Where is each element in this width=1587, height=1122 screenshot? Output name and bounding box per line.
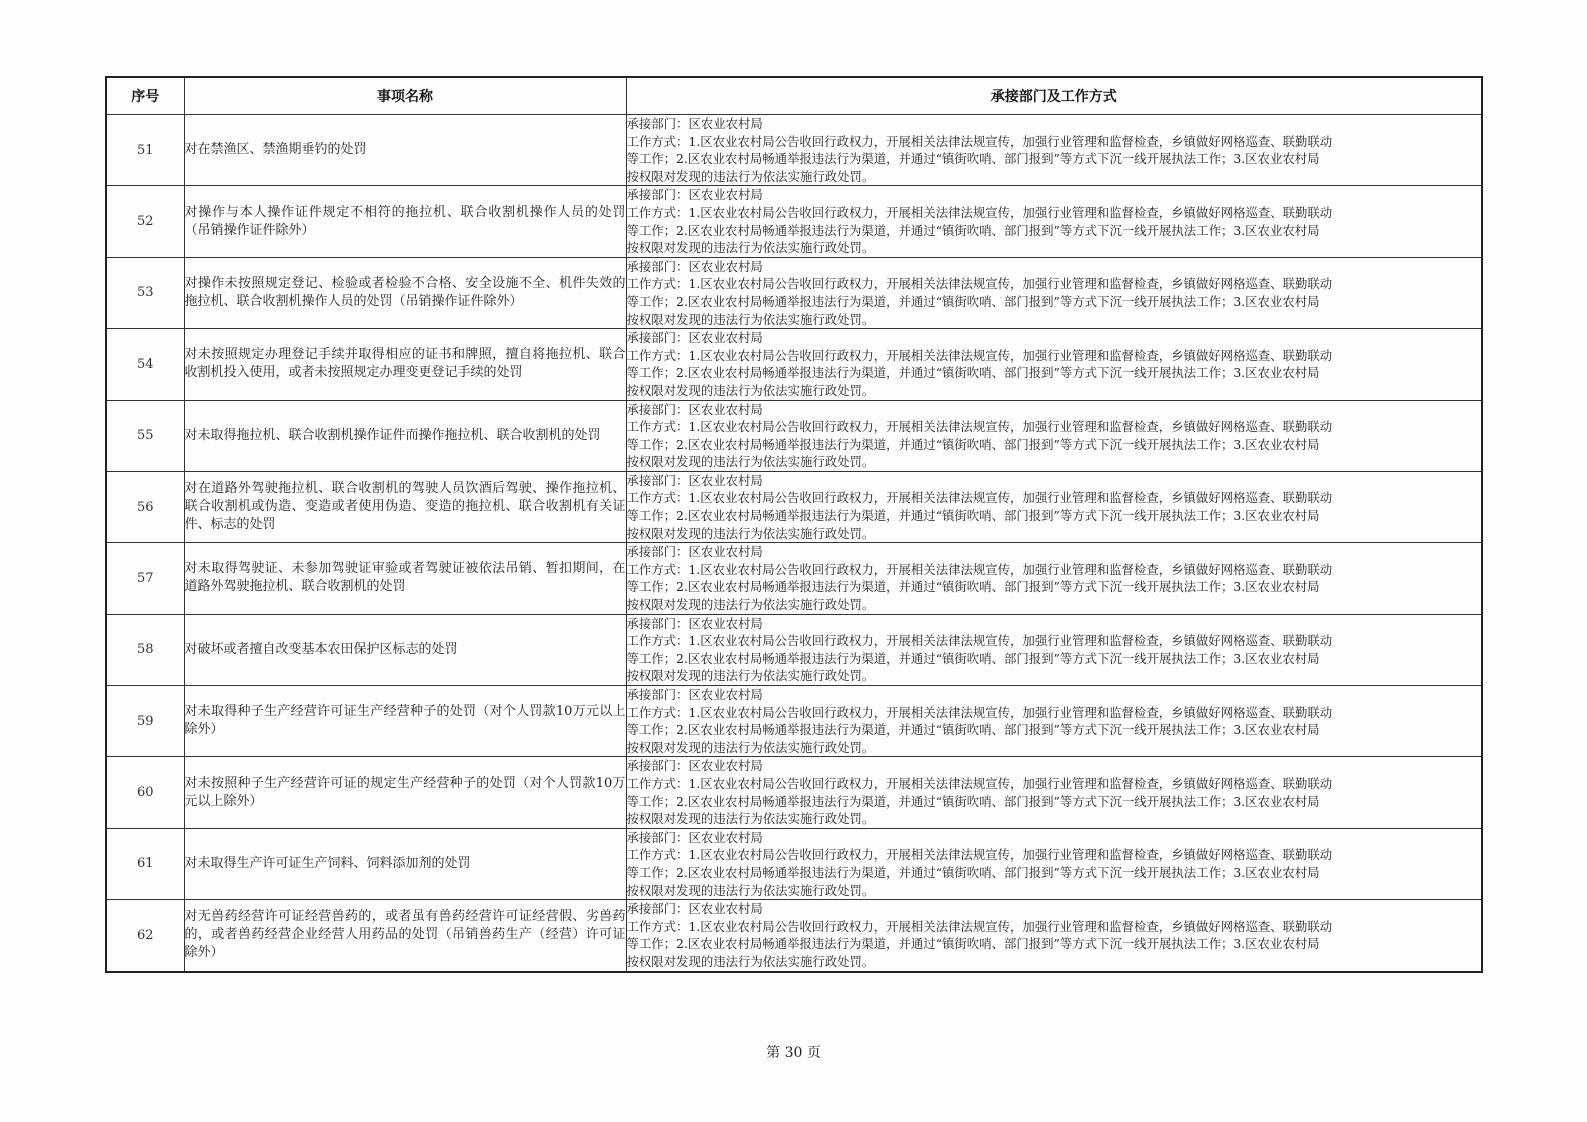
dept-line-method: 工作方式：1.区农业农村局公告收回行政权力，开展相关法律法规宣传，加强行业管理和监督检查，乡镇做好网格巡查、联勤联动 (626, 490, 1333, 506)
dept-line-department: 承接部门：区农业农村局 (626, 401, 763, 417)
dept-line-method: 等工作；2.区农业农村局畅通举报违法行为渠道，并通过“镇街吹哨、部门报到”等方式下沉一线开展执法工作；3.区农业农村局 (626, 508, 1320, 524)
dept-line-method: 等工作；2.区农业农村局畅通举报违法行为渠道，并通过“镇街吹哨、部门报到”等方式下沉一线开展执法工作；3.区农业农村局 (626, 151, 1320, 167)
dept-method (626, 828, 1482, 899)
dept-line-method: 等工作；2.区农业农村局畅通举报违法行为渠道，并通过“镇街吹哨、部门报到”等方式下沉一线开展执法工作；3.区农业农村局 (626, 936, 1320, 952)
dept-method (626, 186, 1482, 257)
dept-line-method: 工作方式：1.区农业农村局公告收回行政权力，开展相关法律法规宣传，加强行业管理和监督检查，乡镇做好网格巡查、联勤联动 (626, 918, 1333, 934)
row-number: 53 (106, 257, 184, 328)
item-name: 对破坏或者擅自改变基本农田保护区标志的处罚 (184, 614, 626, 685)
dept-line-method: 工作方式：1.区农业农村局公告收回行政权力，开展相关法律法规宣传，加强行业管理和监督检查，乡镇做好网格巡查、联勤联动 (626, 775, 1333, 791)
dept-method (626, 757, 1482, 828)
table-row (106, 257, 1482, 328)
dept-line-method: 等工作；2.区农业农村局畅通举报违法行为渠道，并通过“镇街吹哨、部门报到”等方式下沉一线开展执法工作；3.区农业农村局 (626, 579, 1320, 595)
dept-line-method: 按权限对发现的违法行为依法实施行政处罚。 (626, 525, 875, 541)
table-row (106, 828, 1482, 899)
dept-method (626, 614, 1482, 685)
dept-line-method: 工作方式：1.区农业农村局公告收回行政权力，开展相关法律法规宣传，加强行业管理和监督检查，乡镇做好网格巡查、联勤联动 (626, 704, 1333, 720)
dept-line-method: 工作方式：1.区农业农村局公告收回行政权力，开展相关法律法规宣传，加强行业管理和监督检查，乡镇做好网格巡查、联勤联动 (626, 419, 1333, 435)
table-row (106, 400, 1482, 471)
dept-line-department: 承接部门：区农业农村局 (626, 116, 763, 131)
table-body (106, 115, 1482, 972)
dept-line-department: 承接部门：区农业农村局 (626, 829, 763, 845)
item-name: 对未取得驾驶证、未参加驾驶证审验或者驾驶证被依法吊销、暂扣期间，在道路外驾驶拖拉机、联合收割机的处罚 (184, 543, 626, 614)
dept-line-department: 承接部门：区农业农村局 (626, 330, 763, 346)
dept-line-method: 工作方式：1.区农业农村局公告收回行政权力，开展相关法律法规宣传，加强行业管理和监督检查，乡镇做好网格巡查、联勤联动 (626, 133, 1333, 149)
dept-line-method: 等工作；2.区农业农村局畅通举报违法行为渠道，并通过“镇街吹哨、部门报到”等方式下沉一线开展执法工作；3.区农业农村局 (626, 650, 1320, 666)
dept-line-department: 承接部门：区农业农村局 (626, 187, 763, 203)
table-row (106, 186, 1482, 257)
dept-line-method: 按权限对发现的违法行为依法实施行政处罚。 (626, 454, 875, 470)
dept-line-method: 等工作；2.区农业农村局畅通举报违法行为渠道，并通过“镇街吹哨、部门报到”等方式下沉一线开展执法工作；3.区农业农村局 (626, 365, 1320, 381)
row-number: 62 (106, 900, 184, 972)
item-name: 对在道路外驾驶拖拉机、联合收割机的驾驶人员饮酒后驾驶、操作拖拉机、联合收割机或伪造、变造或者使用伪造、变造的拖拉机、联合收割机有关证件、标志的处罚 (184, 471, 626, 542)
dept-line-method: 等工作；2.区农业农村局畅通举报违法行为渠道，并通过“镇街吹哨、部门报到”等方式下沉一线开展执法工作；3.区农业农村局 (626, 293, 1320, 309)
dept-line-method: 工作方式：1.区农业农村局公告收回行政权力，开展相关法律法规宣传，加强行业管理和监督检查，乡镇做好网格巡查、联勤联动 (626, 347, 1333, 363)
dept-method (626, 543, 1482, 614)
dept-line-method: 等工作；2.区农业农村局畅通举报违法行为渠道，并通过“镇街吹哨、部门报到”等方式下沉一线开展执法工作；3.区农业农村局 (626, 864, 1320, 880)
dept-line-method: 按权限对发现的违法行为依法实施行政处罚。 (626, 311, 875, 327)
row-number: 58 (106, 614, 184, 685)
table-row (106, 900, 1482, 972)
table-row (106, 543, 1482, 614)
row-number: 51 (106, 115, 184, 186)
dept-line-method: 工作方式：1.区农业农村局公告收回行政权力，开展相关法律法规宣传，加强行业管理和监督检查，乡镇做好网格巡查、联勤联动 (626, 633, 1333, 649)
items-table (105, 76, 1483, 973)
dept-line-method: 等工作；2.区农业农村局畅通举报违法行为渠道，并通过“镇街吹哨、部门报到”等方式下沉一线开展执法工作；3.区农业农村局 (626, 222, 1320, 238)
dept-line-method: 工作方式：1.区农业农村局公告收回行政权力，开展相关法律法规宣传，加强行业管理和监督检查，乡镇做好网格巡查、联勤联动 (626, 847, 1333, 863)
row-number: 61 (106, 828, 184, 899)
row-number: 55 (106, 400, 184, 471)
dept-line-method: 工作方式：1.区农业农村局公告收回行政权力，开展相关法律法规宣传，加强行业管理和监督检查，乡镇做好网格巡查、联勤联动 (626, 204, 1333, 220)
dept-line-method: 工作方式：1.区农业农村局公告收回行政权力，开展相关法律法规宣传，加强行业管理和监督检查，乡镇做好网格巡查、联勤联动 (626, 276, 1333, 292)
item-name: 对操作未按照规定登记、检验或者检验不合格、安全设施不全、机件失效的拖拉机、联合收割机操作人员的处罚（吊销操作证件除外） (184, 257, 626, 328)
item-name: 对在禁渔区、禁渔期垂钓的处罚 (184, 115, 626, 186)
row-number: 52 (106, 186, 184, 257)
dept-line-method: 按权限对发现的违法行为依法实施行政处罚。 (626, 811, 875, 827)
table-row (106, 686, 1482, 757)
item-name: 对未取得生产许可证生产饲料、饲料添加剂的处罚 (184, 828, 626, 899)
dept-method (626, 329, 1482, 400)
header-name: 事项名称 (184, 77, 626, 115)
dept-line-method: 按权限对发现的违法行为依法实施行政处罚。 (626, 597, 875, 613)
header-dept: 承接部门及工作方式 (626, 77, 1482, 115)
dept-line-department: 承接部门：区农业农村局 (626, 258, 763, 274)
row-number: 57 (106, 543, 184, 614)
dept-line-method: 按权限对发现的违法行为依法实施行政处罚。 (626, 168, 875, 184)
item-name: 对无兽药经营许可证经营兽药的，或者虽有兽药经营许可证经营假、劣兽药的，或者兽药经营企业经营人用药品的处罚（吊销兽药生产（经营）许可证除外） (184, 900, 626, 972)
dept-line-department: 承接部门：区农业农村局 (626, 544, 763, 560)
row-number: 56 (106, 471, 184, 542)
dept-line-department: 承接部门：区农业农村局 (626, 472, 763, 488)
row-number: 60 (106, 757, 184, 828)
table-row (106, 614, 1482, 685)
item-name: 对未取得拖拉机、联合收割机操作证件而操作拖拉机、联合收割机的处罚 (184, 400, 626, 471)
dept-method (626, 900, 1482, 972)
dept-line-method: 按权限对发现的违法行为依法实施行政处罚。 (626, 739, 875, 755)
dept-line-method: 按权限对发现的违法行为依法实施行政处罚。 (626, 668, 875, 684)
dept-method (626, 115, 1482, 186)
row-number: 54 (106, 329, 184, 400)
item-name: 对未取得种子生产经营许可证生产经营种子的处罚（对个人罚款10万元以上除外） (184, 686, 626, 757)
dept-line-method: 按权限对发现的违法行为依法实施行政处罚。 (626, 382, 875, 398)
dept-line-method: 等工作；2.区农业农村局畅通举报违法行为渠道，并通过“镇街吹哨、部门报到”等方式下沉一线开展执法工作；3.区农业农村局 (626, 722, 1320, 738)
dept-line-department: 承接部门：区农业农村局 (626, 687, 763, 702)
header-row (106, 77, 1482, 115)
header-no: 序号 (106, 77, 184, 115)
dept-line-department: 承接部门：区农业农村局 (626, 758, 763, 774)
dept-method (626, 686, 1482, 757)
row-number: 59 (106, 686, 184, 757)
dept-line-method: 按权限对发现的违法行为依法实施行政处罚。 (626, 240, 875, 256)
dept-line-method: 工作方式：1.区农业农村局公告收回行政权力，开展相关法律法规宣传，加强行业管理和监督检查，乡镇做好网格巡查、联勤联动 (626, 561, 1333, 577)
item-name: 对操作与本人操作证件规定不相符的拖拉机、联合收割机操作人员的处罚（吊销操作证件除外） (184, 186, 626, 257)
table-row (106, 115, 1482, 186)
dept-line-department: 承接部门：区农业农村局 (626, 615, 763, 631)
item-name: 对未按照种子生产经营许可证的规定生产经营种子的处罚（对个人罚款10万元以上除外） (184, 757, 626, 828)
dept-line-method: 等工作；2.区农业农村局畅通举报违法行为渠道，并通过“镇街吹哨、部门报到”等方式下沉一线开展执法工作；3.区农业农村局 (626, 793, 1320, 809)
dept-line-method: 按权限对发现的违法行为依法实施行政处罚。 (626, 882, 875, 898)
table-row (106, 329, 1482, 400)
dept-method (626, 257, 1482, 328)
dept-method (626, 471, 1482, 542)
dept-line-department: 承接部门：区农业农村局 (626, 901, 763, 917)
dept-line-method: 等工作；2.区农业农村局畅通举报违法行为渠道，并通过“镇街吹哨、部门报到”等方式下沉一线开展执法工作；3.区农业农村局 (626, 436, 1320, 452)
page-number: 第 30 页 (766, 1045, 821, 1061)
table-header (106, 77, 1482, 115)
item-name: 对未按照规定办理登记手续并取得相应的证书和牌照，擅自将拖拉机、联合收割机投入使用，或者未按照规定办理变更登记手续的处罚 (184, 329, 626, 400)
dept-line-method: 按权限对发现的违法行为依法实施行政处罚。 (626, 953, 875, 969)
table-row (106, 757, 1482, 828)
table-row (106, 471, 1482, 542)
dept-method (626, 400, 1482, 471)
